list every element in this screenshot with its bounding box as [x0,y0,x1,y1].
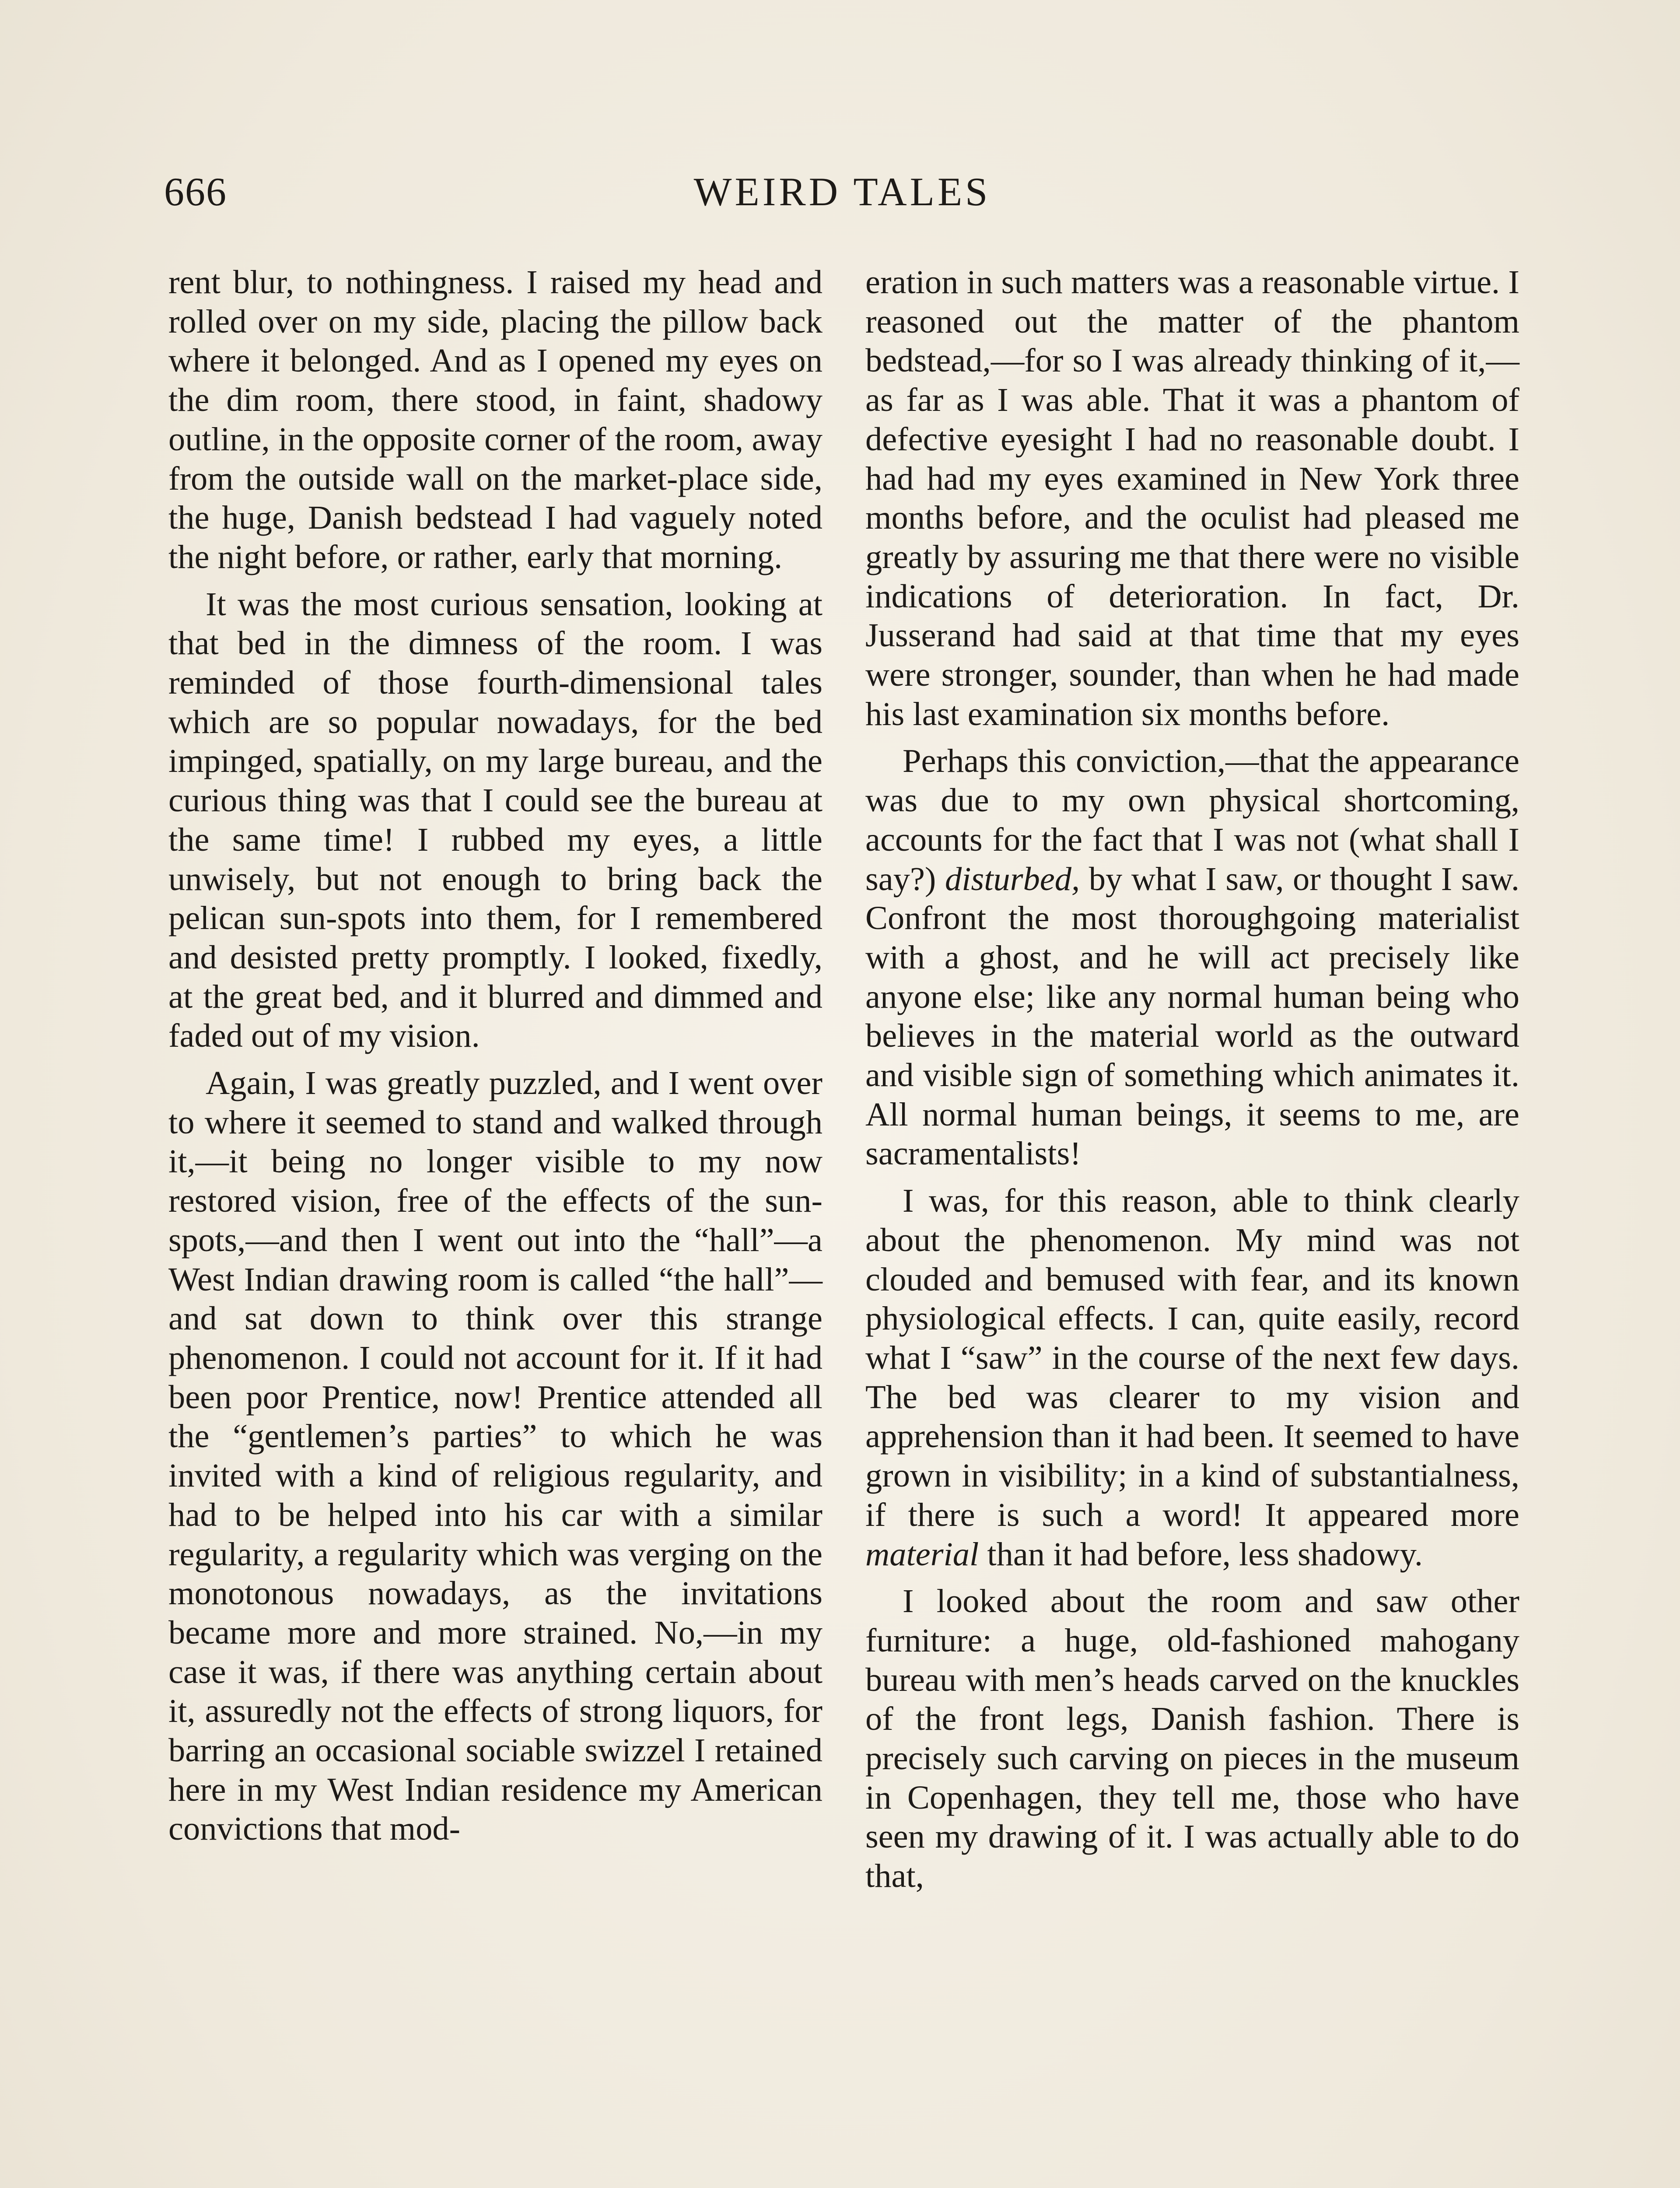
page-number: 666 [164,169,227,214]
paragraph: eration in such matters was a reasonable virtue. I reasoned out the matter of the phantom bedstead,—for so I was already thinking of it,—as far as I was able. That it was a phantom of defective eyesight I had no reasonable doubt. I had had my eyes examined in New York three months before, and the oculist had pleased me greatly by assuring me that there were no visible indications of deterioration. In fact, Dr. Jusserand had said at that time that my eyes were stronger, sounder, than when he had made his last examination six months before. [865,263,1519,733]
paragraph [865,741,1519,1173]
paragraph: It was the most curious sensation, looking at that bed in the dimness of the room. I was reminded of those fourth-dimensional tales which are so popular nowadays, for the bed impinged, spatially, on my large bureau, and the curious thing was that I could see the bureau at the same time! I rubbed my eyes, a little unwisely, but not enough to bring back the pelican sun-spots into them, for I remembered and desisted pretty promptly. I looked, fixedly, at the great bed, and it blurred and dimmed and faded out of my vision. [168,585,822,1055]
paragraph: Again, I was greatly puzzled, and I went over to where it seemed to stand and walked through it,—it being no longer visible to my now restored vision, free of the effects of the sun-spots,—and then I went out into the “hall”—a West Indian drawing room is called “the hall”—and sat down to think over this strange phenomenon. I could not account for it. If it had been poor Prentice, now! Prentice attended all the “gentlemen’s parties” to which he was invited with a kind of religious regularity, and had to be helped into his car with a similar regularity, a regularity which was verging on the monotonous nowadays, as the invitations became more and more strained. No,—in my case it was, if there was anything certain about it, assuredly not the effects of strong liquors, for barring an occasional sociable swizzel I retained here in my West Indian residence my American convictions that mod- [168,1064,822,1848]
paragraph-text: I was, for this reason, able to think clearly about the phenomenon. My mind was not clouded and bemused with fear, and its known physiological effects. I can, quite easily, record what I “saw” in the course of the next few days. The bed was clearer to my vision and apprehension than it had been. It seemed to have grown in visibility; in a kind of substantialness, if there is such a word! It appeared more [865,1182,1519,1533]
text-column-right [865,263,1519,1904]
emphasis-text: disturbed, [945,860,1080,898]
page-header [164,168,1520,217]
emphasis-text: material [865,1535,979,1573]
paragraph-text: than it had before, less shadowy. [979,1535,1423,1573]
text-column-left [168,263,822,1856]
paragraph [865,1181,1519,1574]
running-title: WEIRD TALES [693,169,991,214]
paragraph: I looked about the room and saw other furniture: a huge, old-fashioned mahogany bureau with men’s heads carved on the knuckles of the front legs, Danish fashion. There is precisely such carving on pieces in the museum in Copenhagen, they tell me, those who have seen my drawing of it. I was actually able to do that, [865,1582,1519,1895]
paragraph-text: by what I saw, or thought I saw. Confront the most thoroughgoing materialist with a ghost, and he will act precisely like anyone else; like any normal human being who believes in the material world as the outward and visible sign of something which animates it. All normal human beings, it seems to me, are sacramentalists! [865,860,1519,1172]
paragraph-text: Perhaps this conviction,—that the appearance was due to my own physical shortcoming, accounts for the fact that I was not (what shall I say?) [865,742,1519,898]
paragraph: rent blur, to nothingness. I raised my head and rolled over on my side, placing the pillow back where it belonged. And as I opened my eyes on the dim room, there stood, in faint, shadowy outline, in the opposite corner of the room, away from the outside wall on the market-place side, the huge, Danish bedstead I had vaguely noted the night before, or rather, early that morning. [168,263,822,575]
